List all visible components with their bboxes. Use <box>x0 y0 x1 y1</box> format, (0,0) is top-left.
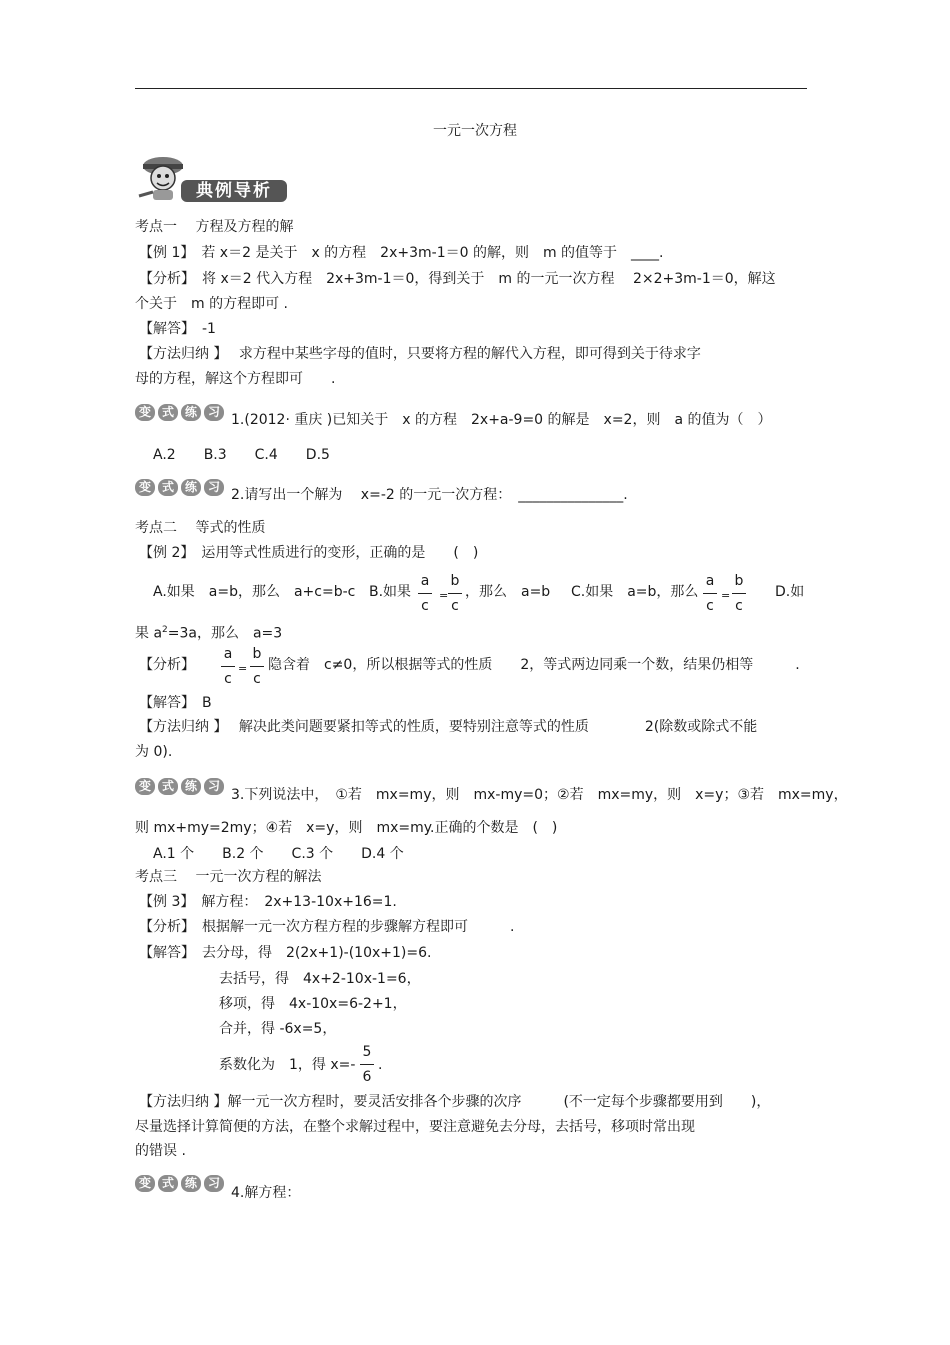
fraction-a-over-c: a c <box>221 645 235 688</box>
badge-char: 习 <box>204 404 224 421</box>
header-rule <box>135 88 807 89</box>
variant-badge-4 <box>135 1175 230 1195</box>
badge-char: 变 <box>135 479 155 496</box>
section-heading-3: 考点三 一元一次方程的解法 <box>135 869 322 885</box>
equals-sign: = <box>439 589 449 602</box>
example-banner <box>133 152 288 204</box>
analysis-2-text: 隐含着 c≠0，所以根据等式的性质 2，等式两边同乘一个数，结果仍相等 . <box>268 657 800 673</box>
badge-char: 变 <box>135 778 155 795</box>
example-2-option-b-prefix: B.如果 <box>369 584 412 600</box>
analysis-1-line1: 【分析】 将 x＝2 代入方程 2x+3m-1＝0，得到关于 m 的一元一次方程 2×2+3m-1＝0，解这 <box>139 271 776 287</box>
exercise-4: 4.解方程： <box>231 1185 301 1201</box>
badge-char: 练 <box>181 479 201 496</box>
analysis-2-label: 【分析】 <box>139 657 195 673</box>
analysis-3: 【分析】 根据解一元一次方程方程的步骤解方程即可 . <box>139 919 515 935</box>
variant-badge-1 <box>135 404 230 424</box>
exercise-3-options: A.1 个 B.2 个 C.3 个 D.4 个 <box>153 846 404 862</box>
variant-badge-2 <box>135 479 230 499</box>
fraction-b-over-c: b c <box>732 572 746 615</box>
method-3-line2: 尽量选择计算简便的方法，在整个求解过程中，要注意避免去分母，去括号，移项时常出现 <box>135 1119 695 1135</box>
badge-char: 变 <box>135 404 155 421</box>
section-heading-1: 考点一 方程及方程的解 <box>135 219 294 235</box>
badge-char: 练 <box>181 404 201 421</box>
example-2-option-d-prefix: D.如 <box>775 584 805 600</box>
fraction-a-over-c: a c <box>418 572 432 615</box>
solution-step-4: 系数化为 1，得 x=- <box>219 1057 356 1073</box>
badge-char: 习 <box>204 479 224 496</box>
method-2-line1: 【方法归纳 】 解决此类问题要紧扣等式的性质，要特别注意等式的性质 2(除数或除式不能 <box>139 719 758 735</box>
example-2-option-a: A.如果 a=b，那么 a+c=b-c <box>153 584 356 600</box>
fraction-b-over-c: b c <box>250 645 264 688</box>
method-2-line2: 为 0). <box>135 744 173 760</box>
method-1-line1: 【方法归纳 】 求方程中某些字母的值时，只要将方程的解代入方程，即可得到关于待求字 <box>139 346 701 362</box>
exercise-2: 2.请写出一个解为 x=-2 的一元一次方程： _______________. <box>231 487 628 503</box>
equals-sign: = <box>238 662 248 675</box>
exercise-3-line2: 则 mx+my=2my；④若 x=y，则 mx=my.正确的个数是 ( ) <box>135 820 558 836</box>
answer-2: 【解答】 B <box>139 695 212 711</box>
badge-char: 变 <box>135 1175 155 1192</box>
method-1-line2: 母的方程，解这个方程即可 . <box>135 371 336 387</box>
example-2-option-d: 果 $a^2=3a$，那么 a=3 <box>135 625 283 642</box>
exercise-3-line1: 3.下列说法中， ①若 mx=my，则 mx-my=0；②若 mx=my，则 x=y；③若 mx=my， <box>231 787 848 803</box>
banner-label: 典例导析 <box>181 180 287 202</box>
solution-step-2: 移项，得 4x-10x=6-2+1， <box>219 996 407 1012</box>
solution-step-4-end: . <box>378 1057 383 1073</box>
page-title: 一元一次方程 <box>433 123 517 139</box>
solution-step-3: 合并，得 -6x=5， <box>219 1021 337 1037</box>
exercise-1-options: A.2 B.3 C.4 D.5 <box>153 447 330 463</box>
exercise-1: 1.(2012· 重庆 )已知关于 x 的方程 2x+a-9=0 的解是 x=2，则 a 的值为（ ） <box>231 412 772 428</box>
example-1: 【例 1】 若 x＝2 是关于 x 的方程 2x+3m-1＝0 的解，则 m 的值等于 ____. <box>139 245 664 261</box>
variant-badge-3 <box>135 778 230 798</box>
example-2-option-c-prefix: C.如果 a=b，那么 <box>571 584 699 600</box>
analysis-1-line2: 个关于 m 的方程即可 . <box>135 296 288 312</box>
example-2: 【例 2】 运用等式性质进行的变形，正确的是 ( ) <box>139 545 479 561</box>
badge-char: 式 <box>158 778 178 795</box>
badge-char: 式 <box>158 1175 178 1192</box>
fraction-five-sixths: 5 6 <box>360 1043 374 1086</box>
fraction-b-over-c: b c <box>448 572 462 615</box>
badge-char: 习 <box>204 778 224 795</box>
badge-char: 式 <box>158 479 178 496</box>
example-3: 【例 3】 解方程： 2x+13-10x+16=1. <box>139 894 397 910</box>
badge-char: 练 <box>181 1175 201 1192</box>
section-heading-2: 考点二 等式的性质 <box>135 520 266 536</box>
method-3-line3: 的错误 . <box>135 1143 186 1159</box>
solution-step-1: 去括号，得 4x+2-10x-1=6， <box>219 971 421 987</box>
example-2-option-b-suffix: ，那么 a=b <box>465 584 551 600</box>
badge-char: 习 <box>204 1175 224 1192</box>
fraction-a-over-c: a c <box>703 572 717 615</box>
method-3-line1: 【方法归纳 】解一元一次方程时，要灵活安排各个步骤的次序 (不一定每个步骤都要用到 )， <box>139 1094 771 1110</box>
badge-char: 练 <box>181 778 201 795</box>
answer-1: 【解答】 -1 <box>139 321 216 337</box>
answer-3: 【解答】 去分母，得 2(2x+1)-(10x+1)=6. <box>139 945 432 961</box>
equals-sign: = <box>721 589 731 602</box>
badge-char: 式 <box>158 404 178 421</box>
